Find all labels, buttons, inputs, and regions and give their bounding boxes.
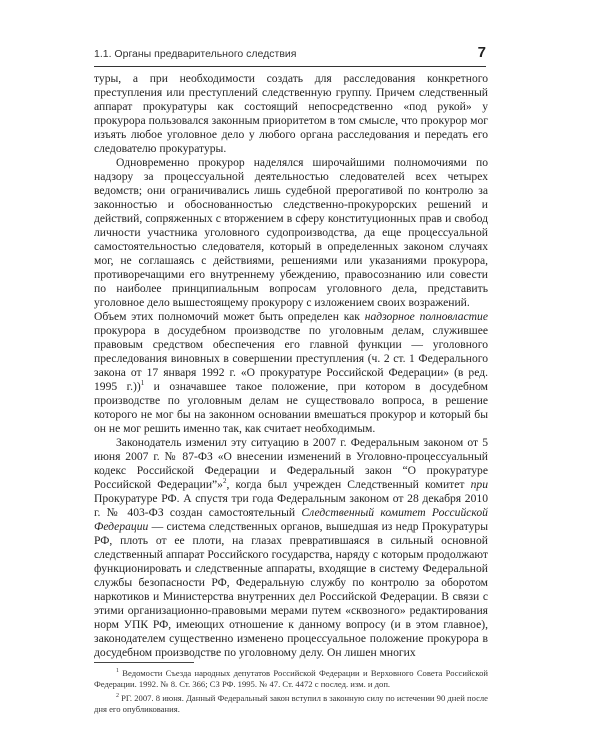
italic-term: надзорное полновластие bbox=[364, 310, 488, 323]
paragraph-text: Законодатель изменил эту ситуацию в 2007 г. Федеральным законом от 5 июня 2007 г. № 87-ФЗ «О внесении изменений в Уголовно-процессуальный кодекс Российской Федерации и Федеральный закон “О прокуратуре Российской Федерации”» bbox=[94, 436, 488, 491]
footnotes bbox=[94, 668, 488, 718]
main-text bbox=[94, 72, 488, 660]
footnote bbox=[94, 693, 488, 715]
footnote-marker: 1 bbox=[116, 668, 119, 675]
footnote-ref: 2 bbox=[222, 477, 227, 486]
paragraph-text: , когда был учрежден Следственный комитет bbox=[226, 478, 471, 491]
page-number: 7 bbox=[477, 44, 486, 61]
paragraph-text: прокурора в досудебном производстве по уголовным делам, служившее правовым средством обеспечения его главной функции — уголовного преследования виновных в совершении преступления (ч. 2 ст. 1 Федерального закона от 17 января 1992 г. «О прокуратуре Российской Федерации» (в ред. 1995 г.)) bbox=[94, 324, 488, 393]
footnote-text: РГ. 2007. 8 июня. Данный Федеральный закон вступил в законную силу по истечении 90 дней после дня его опубликования. bbox=[94, 693, 488, 714]
paragraph-text: Прокуратуре РФ. А спустя три года Федеральным законом от 28 декабря 2010 г. № 403-ФЗ создан самостоятельный bbox=[94, 492, 488, 519]
footnote-marker: 2 bbox=[116, 693, 119, 700]
paragraph bbox=[94, 310, 488, 436]
paragraph: туры, а при необходимости создать для расследования конкретного преступления или преступлений следственную группу. Причем следственный аппарат прокуратуры как состоящий непосредственно «под рукой» у прокурора пользовался законным приоритетом в том смысле, что прокурор мог изъять любое уголовное дело у любого органа расследования и передать его следователю прокуратуры. bbox=[94, 72, 488, 155]
footnote-divider bbox=[94, 662, 194, 663]
paragraph-text: и означавшее такое положение, при котором в досудебном производстве по уголовным делам не существовало вопроса, в решение которого не мог бы на законном основании вмешаться прокурор и который бы он не мог решить именно так, как считает необходимым. bbox=[94, 380, 489, 435]
italic-term: Следственный комитет Российской Федерации bbox=[94, 506, 488, 533]
footnote-text: Ведомости Съезда народных депутатов Российской Федерации и Верховного Совета Российской Федерации. 1992. № 8. Ст. 366; СЗ РФ. 1995. № 47. Ст. 4472 с послед. изм. и доп. bbox=[94, 668, 488, 689]
footnote bbox=[94, 668, 488, 690]
running-title: 1.1. Органы предварительного следствия bbox=[94, 48, 297, 60]
paragraph-text: — система следственных органов, вышедшая из недр Прокуратуры РФ, плоть от ее плоти, на глазах превратившаяся в сильный основной следственный аппарат Российского государства, наряду с которым продолжают функционировать и следственные аппараты, входящие в систему Федеральной службы безопасности РФ, Федеральную службу по контролю за оборотом наркотиков и Министерства внутренних дел Российской Федерации. В связи с этими организационно-правовыми мерами путем «сквозного» редактирования норм УПК РФ, имеющих отношение к данному вопросу (и в этом главное), законодателем существенно изменено процессуальное положение прокурора в досудебном производстве по уголовному делу. Он лишен многих bbox=[94, 520, 488, 659]
paragraph: Одновременно прокурор наделялся широчайшими полномочиями по надзору за процессуальной деятельностью следователей всех четырех ведомств; они ограничивались лишь судебной прерогативой по контролю за законностью и обоснованностью следственно-прокурорских решений и действий, сопряженных с вторжением в сферу конституционных прав и свобод личности участника уголовного судопроизводства, да еще процессуальной самостоятельностью следователя, который в определенных законом случаях мог, не соглашаясь с действиями, решениями или указаниями прокурора, противоречащими его внутреннему убеждению, правосознанию или совести по наиболее принципиальным вопросам уголовного дела, представить уголовное дело вышестоящему прокурору с изложением своих возражений. bbox=[94, 156, 488, 309]
paragraph-text: Объем этих полномочий может быть определен как bbox=[94, 310, 365, 323]
footnote-ref: 1 bbox=[140, 379, 145, 388]
italic-term: при bbox=[470, 478, 488, 491]
paragraph bbox=[94, 436, 488, 660]
page-header bbox=[94, 46, 486, 67]
